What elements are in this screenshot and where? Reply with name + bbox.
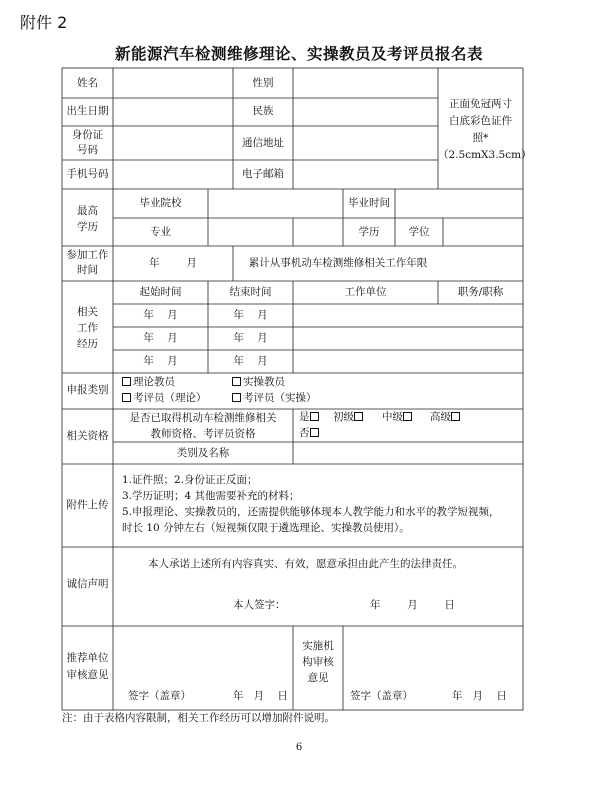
education-label: 最高 学历: [77, 205, 98, 233]
exp-row3-start: 年 月: [143, 355, 178, 367]
work-start-year-month: 年 月: [149, 257, 197, 269]
work-unit-header: 工作单位: [344, 286, 387, 298]
form-title: 新能源汽车检测维修理论、实操教员及考评员报名表: [114, 44, 483, 63]
end-time-header: 结束时间: [229, 286, 272, 298]
graduation-time-label: 毕业时间: [348, 197, 390, 209]
academic-degree-label: 学位: [408, 226, 430, 238]
checkbox-icon[interactable]: [354, 412, 363, 421]
recommend-sign-seal: 签字（盖章）: [128, 690, 191, 702]
email-label: 电子邮箱: [242, 168, 284, 180]
implementation-sign-seal: 签字（盖章）: [350, 690, 413, 702]
checkbox-icon[interactable]: [451, 412, 460, 421]
qualification-label: 相关资格: [66, 430, 109, 442]
upload-item-2: 3.学历证明；4 其他需要补充的材料；: [122, 490, 300, 502]
exp-row2-end: 年 月: [233, 332, 268, 344]
option-examiner-theory[interactable]: 考评员（理论）: [122, 391, 207, 406]
qual-no-option[interactable]: 否: [299, 426, 321, 441]
photo-note: 正面免冠两寸 白底彩色证件 照* （2.5cmX3.5cm）: [438, 98, 532, 161]
option-examiner-practice[interactable]: 考评员（实操）: [232, 391, 317, 406]
exp-row2-start: 年 月: [143, 332, 178, 344]
checkbox-icon[interactable]: [232, 393, 241, 402]
checkbox-icon[interactable]: [310, 412, 319, 421]
checkbox-icon[interactable]: [122, 393, 131, 402]
implementation-date: 年 月 日: [452, 690, 507, 702]
qual-primary-option[interactable]: 初级: [333, 410, 365, 425]
upload-item-3: 5.申报理论、实操教员的，还需提供能够体现本人教学能力和水平的教学短视频，: [122, 506, 500, 518]
experience-label: 相关 工作 经历: [77, 306, 98, 350]
implementation-label: 实施机 构审核 意见: [302, 640, 334, 684]
graduated-school-label: 毕业院校: [139, 197, 182, 209]
exp-row1-start: 年 月: [143, 309, 178, 321]
integrity-label: 诚信声明: [66, 578, 109, 590]
upload-item-1: 1.证件照；2.身份证正反面；: [122, 474, 258, 486]
qual-middle-option[interactable]: 中级: [382, 410, 414, 425]
integrity-statement: 本人承诺上述所有内容真实、有效，愿意承担由此产生的法律责任。: [148, 558, 463, 570]
phone-label: 手机号码: [66, 168, 109, 180]
ethnicity-label: 民族: [252, 105, 274, 117]
signature-date: 年 月 日: [370, 599, 455, 611]
gender-label: 性别: [252, 77, 274, 89]
category-name-label: 类别及名称: [176, 447, 230, 459]
exp-row1-end: 年 月: [233, 309, 268, 321]
upload-item-4: 时长 10 分钟左右（短视频仅限于遴选理论、实操教员使用）。: [122, 522, 410, 534]
qualification-question: 是否已取得机动车检测维修相关 教师资格、考评员资格: [129, 412, 277, 440]
major-label: 专业: [150, 226, 171, 238]
checkbox-icon[interactable]: [122, 377, 131, 386]
qual-yes-option[interactable]: 是: [299, 410, 321, 425]
footnote: 注：由于表格内容限制，相关工作经历可以增加附件说明。: [62, 712, 335, 724]
degree-level-label: 学历: [358, 226, 380, 238]
address-label: 通信地址: [242, 137, 284, 149]
qual-senior-option[interactable]: 高级: [430, 410, 462, 425]
page-number: 6: [295, 742, 303, 753]
work-start-label: 参加工作 时间: [66, 249, 109, 276]
checkbox-icon[interactable]: [310, 428, 319, 437]
checkbox-icon[interactable]: [232, 377, 241, 386]
attachment-label: 附件 2: [20, 13, 68, 32]
position-header: 职务/职称: [457, 286, 504, 298]
exp-row3-end: 年 月: [233, 355, 268, 367]
apply-category-label: 申报类别: [66, 384, 109, 396]
id-number-label: 身份证 号码: [71, 129, 104, 156]
recommend-label: 推荐单位 审核意见: [66, 652, 109, 681]
option-practice-instructor[interactable]: 实操教员: [232, 375, 285, 390]
cumulative-years-label: 累计从事机动车检测维修相关工作年限: [248, 257, 428, 269]
name-label: 姓名: [77, 77, 98, 89]
recommend-date: 年 月 日: [233, 690, 288, 702]
signature-label: 本人签字：: [233, 599, 286, 611]
start-time-header: 起始时间: [139, 286, 182, 298]
birth-date-label: 出生日期: [66, 105, 109, 117]
option-theory-instructor[interactable]: 理论教员: [122, 375, 175, 390]
checkbox-icon[interactable]: [403, 412, 412, 421]
upload-label: 附件上传: [66, 499, 109, 511]
